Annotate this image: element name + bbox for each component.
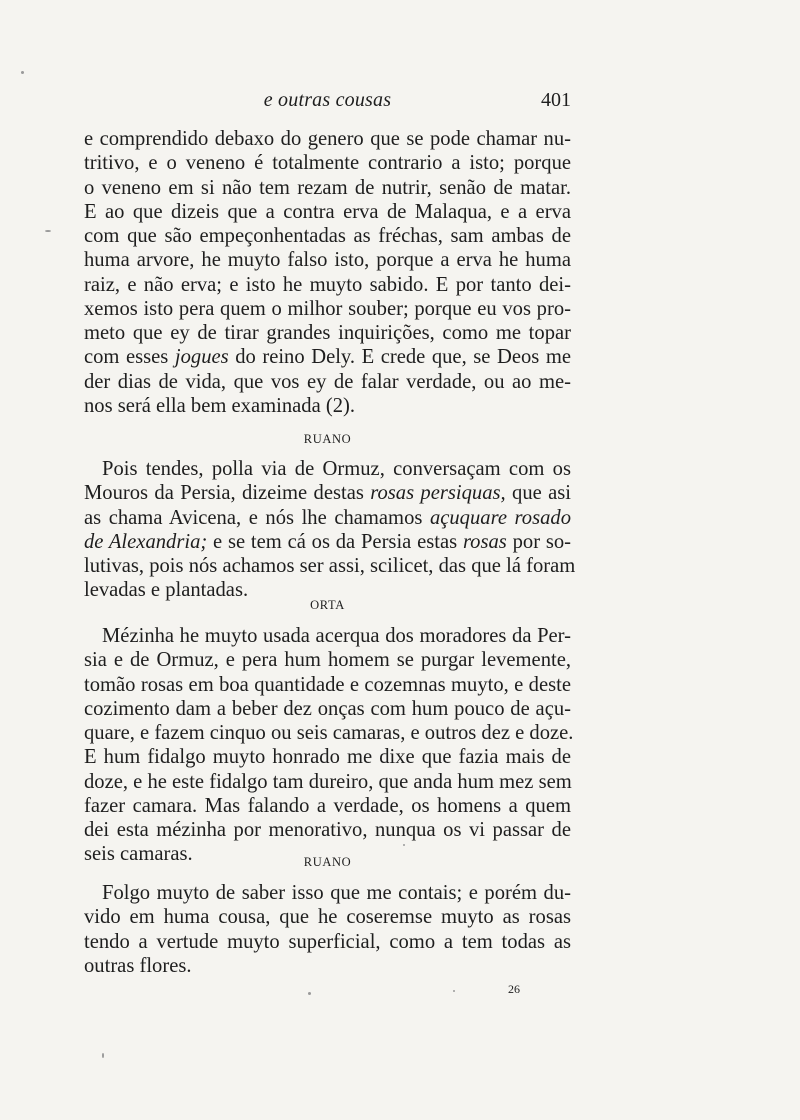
paper-speck [102, 1053, 104, 1058]
text-line: outras flores. [84, 954, 192, 977]
text-line: raiz, e não erva; e isto he muyto sabido. E por tanto dei- [84, 273, 571, 296]
text-line: tomão rosas em boa quantidade e cozemnas muyto, e deste [84, 673, 571, 696]
speaker-label: RUANO [303, 855, 352, 869]
paper-speck [403, 844, 405, 846]
speaker-label: ORTA [310, 598, 345, 612]
text-line: nos será ella bem examinada (2). [84, 394, 356, 417]
text-line: doze, e he este fidalgo tam dureiro, que anda hum mez sem [84, 770, 572, 793]
text-run: as chama Avicena, e nós lhe chamamos [84, 506, 430, 529]
text-line [84, 506, 571, 530]
paper-speck [45, 230, 51, 232]
text-line [84, 345, 571, 369]
text-line: tritivo, e o veneno é totalmente contrario a isto; porque [84, 152, 571, 175]
text-line: fazer camara. Mas falando a verdade, os homens a quem [84, 794, 571, 817]
paragraph-1 [84, 127, 571, 418]
text-line: quare, e fazem cinquo ou seis camaras, e outros dez e doze. [84, 722, 574, 744]
italic-term: de Alexandria; [84, 530, 208, 553]
italic-term: açuquare rosado [429, 506, 571, 529]
text-run: com esses [84, 346, 175, 369]
text-line: seis camaras. [84, 843, 193, 866]
paragraph-2 [84, 457, 576, 603]
text-line: E ao que dizeis que a contra erva de Malaqua, e a erva [84, 200, 571, 223]
text-line: meto que ey de tirar grandes inquirições, como me topar [84, 322, 571, 344]
italic-term: jogues [174, 346, 229, 369]
signature-mark: 26 [508, 982, 520, 996]
text-line: levadas e plantadas. [84, 579, 249, 602]
text-line: dei esta mézinha por menorativo, nunqua os vi passar de [84, 819, 571, 841]
text-line: der dias de vida, que vos ey de falar verdade, ou ao me- [84, 370, 571, 393]
text-run: por so- [506, 530, 572, 553]
text-line: sia e de Ormuz, e pera hum homem se purgar levemente, [84, 649, 571, 672]
text-line: e comprendido debaxo do genero que se pode chamar nu- [84, 128, 571, 150]
text-line: vido em huma cousa, que he coseremse muyto as rosas [84, 906, 571, 929]
paper-speck [308, 992, 311, 995]
running-title: e outras cousas [263, 89, 392, 111]
text-line: o veneno em si não tem rezam de nutrir, senão de matar. [84, 176, 571, 199]
paper-speck [453, 990, 455, 992]
text-line: cozimento dam a beber dez onças com hum pouco de açu- [84, 697, 571, 720]
text-line: Mézinha he muyto usada acerqua dos moradores da Per- [102, 625, 571, 647]
text-line: lutivas, pois nós achamos ser assi, scilicet, das que lá foram [84, 555, 576, 577]
text-line: Pois tendes, polla via de Ormuz, conversaçam com os [102, 458, 571, 480]
page-number: 401 [541, 89, 571, 111]
running-head [84, 89, 571, 115]
paragraph-4 [84, 881, 571, 978]
italic-term: rosas persiquas, [370, 482, 506, 505]
text-line [84, 530, 571, 554]
text-line [84, 481, 571, 505]
text-line: xemos isto pera quem o milhor souber; porque eu vos pro- [84, 297, 571, 320]
text-run: do reino Dely. E crede que, se Deos me [228, 346, 571, 369]
speaker-label: RUANO [303, 432, 352, 446]
text-line: huma arvore, he muyto falso isto, porque a erva he huma [84, 249, 571, 272]
paragraph-3 [84, 624, 574, 867]
text-line: Folgo muyto de saber isso que me contais; e porém du- [102, 882, 571, 904]
text-line: com que são empeçonhentadas as fréchas, sam ambas de [84, 225, 571, 247]
text-line: E hum fidalgo muyto honrado me dixe que fazia mais de [84, 746, 571, 769]
paper-speck [21, 71, 24, 74]
text-run: e se tem cá os da Persia estas [207, 530, 463, 553]
text-run: que asi [505, 482, 571, 505]
text-run: Mouros da Persia, dizeime destas [84, 482, 371, 505]
italic-term: rosas [462, 530, 507, 553]
text-line: tendo a vertude muyto superficial, como a tem todas as [84, 930, 571, 953]
